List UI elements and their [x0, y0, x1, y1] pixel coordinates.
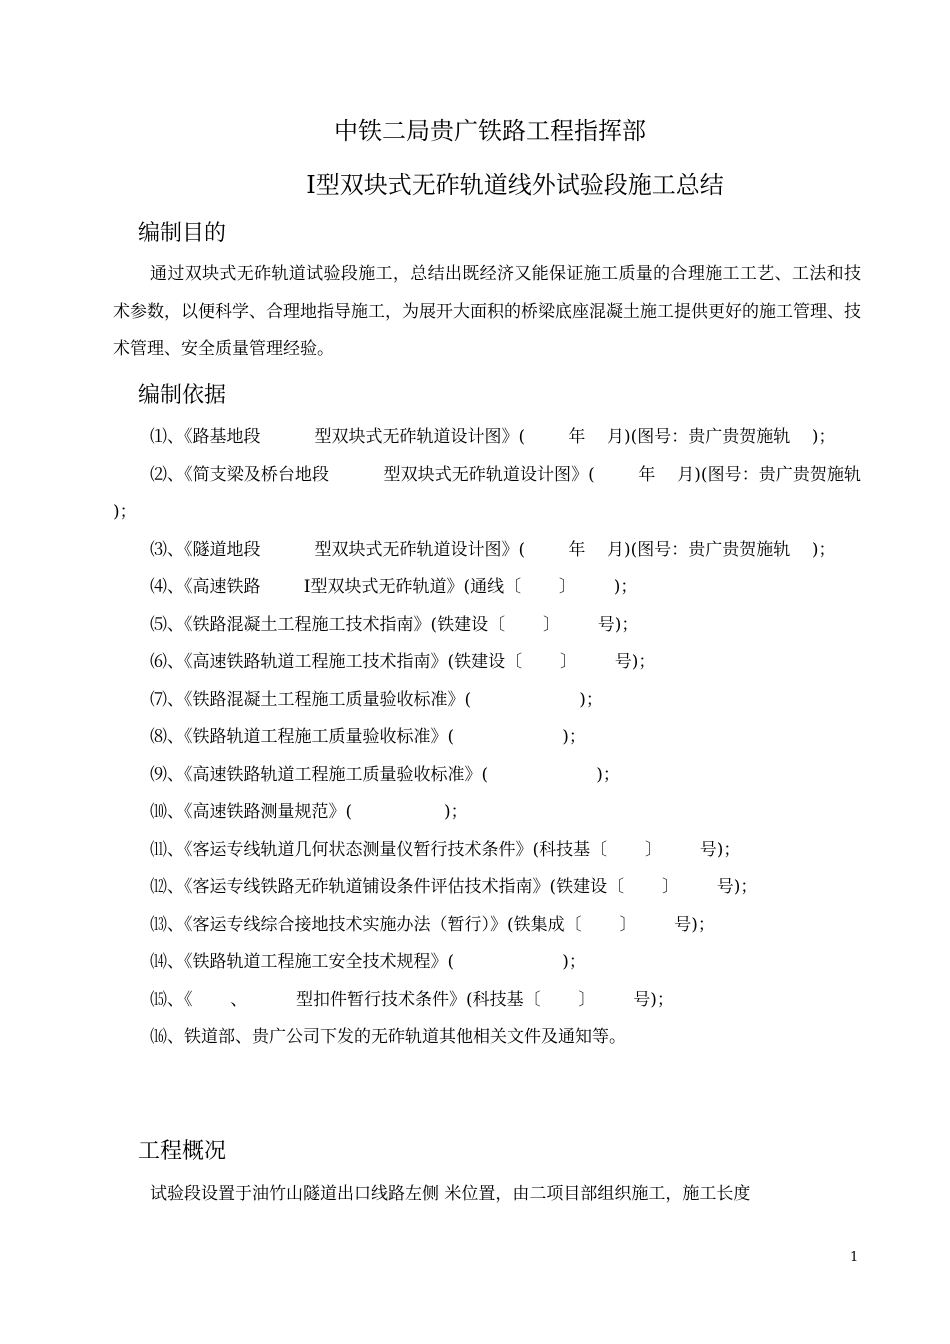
- reference-item-15: ⒂、《 、 型扣件暂行技术条件》(科技基〔 〕 号)；: [150, 989, 674, 1010]
- reference-item-3: ⑶、《隧道地段 型双块式无砟轨道设计图》( 年 月)(图号：贵广贵贺施轨 )；: [150, 539, 836, 560]
- reference-item-16: ⒃、铁道部、贵广公司下发的无砟轨道其他相关文件及通知等。: [150, 1027, 626, 1047]
- reference-item-4: ⑷、《高速铁路 Ⅰ型双块式无砟轨道》(通线〔 〕 )；: [150, 577, 638, 597]
- reference-item-12: ⑿、《客运专线铁路无砟轨道铺设条件评估技术指南》(铁建设〔 〕 号)；: [150, 877, 758, 897]
- reference-item-1: ⑴、《路基地段 型双块式无砟轨道设计图》( 年 月)(图号：贵广贵贺施轨 )；: [150, 427, 836, 447]
- section-heading-overview: 工程概况: [138, 1139, 227, 1164]
- reference-item-5: ⑸、《铁路混凝土工程施工技术指南》(铁建设〔 〕 号)；: [150, 614, 639, 635]
- reference-item-8: ⑻、《铁路轨道工程施工质量验收标准》( )；: [150, 727, 586, 747]
- reference-item-6: ⑹、《高速铁路轨道工程施工技术指南》(铁建设〔 〕 号)；: [150, 652, 656, 672]
- reference-item-2: ⑵、《简支梁及桥台地段 型双块式无砟轨道设计图》( 年 月)(图号：贵广贵贺施轨 )；: [113, 464, 916, 522]
- reference-item-11: ⑾、《客运专线轨道几何状态测量仪暂行技术条件》(科技基〔 〕 号)；: [150, 839, 741, 860]
- reference-item-14: ⒁、《铁路轨道工程施工安全技术规程》( )；: [150, 952, 586, 972]
- section-body-overview: 试验段设置于油竹山隧道出口线路左侧 米位置，由二项目部组织施工，施工长度: [150, 1184, 751, 1204]
- document-title-organization: 中铁二局贵广铁路工程指挥部: [334, 117, 646, 145]
- page-number: 1: [850, 1250, 859, 1265]
- section-heading-basis: 编制依据: [138, 383, 227, 408]
- reference-list: [113, 419, 916, 1057]
- reference-item-9: ⑼、《高速铁路轨道工程施工质量验收标准》( )；: [150, 764, 620, 785]
- section-heading-purpose: 编制目的: [138, 221, 227, 246]
- reference-item-7: ⑺、《铁路混凝土工程施工质量验收标准》( )；: [150, 689, 603, 710]
- document-title-main: Ⅰ型双块式无砟轨道线外试验段施工总结: [306, 171, 724, 199]
- reference-item-10: ⑽、《高速铁路测量规范》( )；: [150, 802, 468, 822]
- section-body-purpose: 通过双块式无砟轨道试验段施工，总结出既经济又能保证施工质量的合理施工工艺、工法和技术参数，以便科学、合理地指导施工，为展开大面积的桥梁底座混凝土施工提供更好的施工管理、技术管理、安全质量管理经验。: [113, 264, 861, 359]
- reference-item-13: ⒀、《客运专线综合接地技术实施办法（暂行）》(铁集成〔 〕 号)；: [150, 914, 715, 935]
